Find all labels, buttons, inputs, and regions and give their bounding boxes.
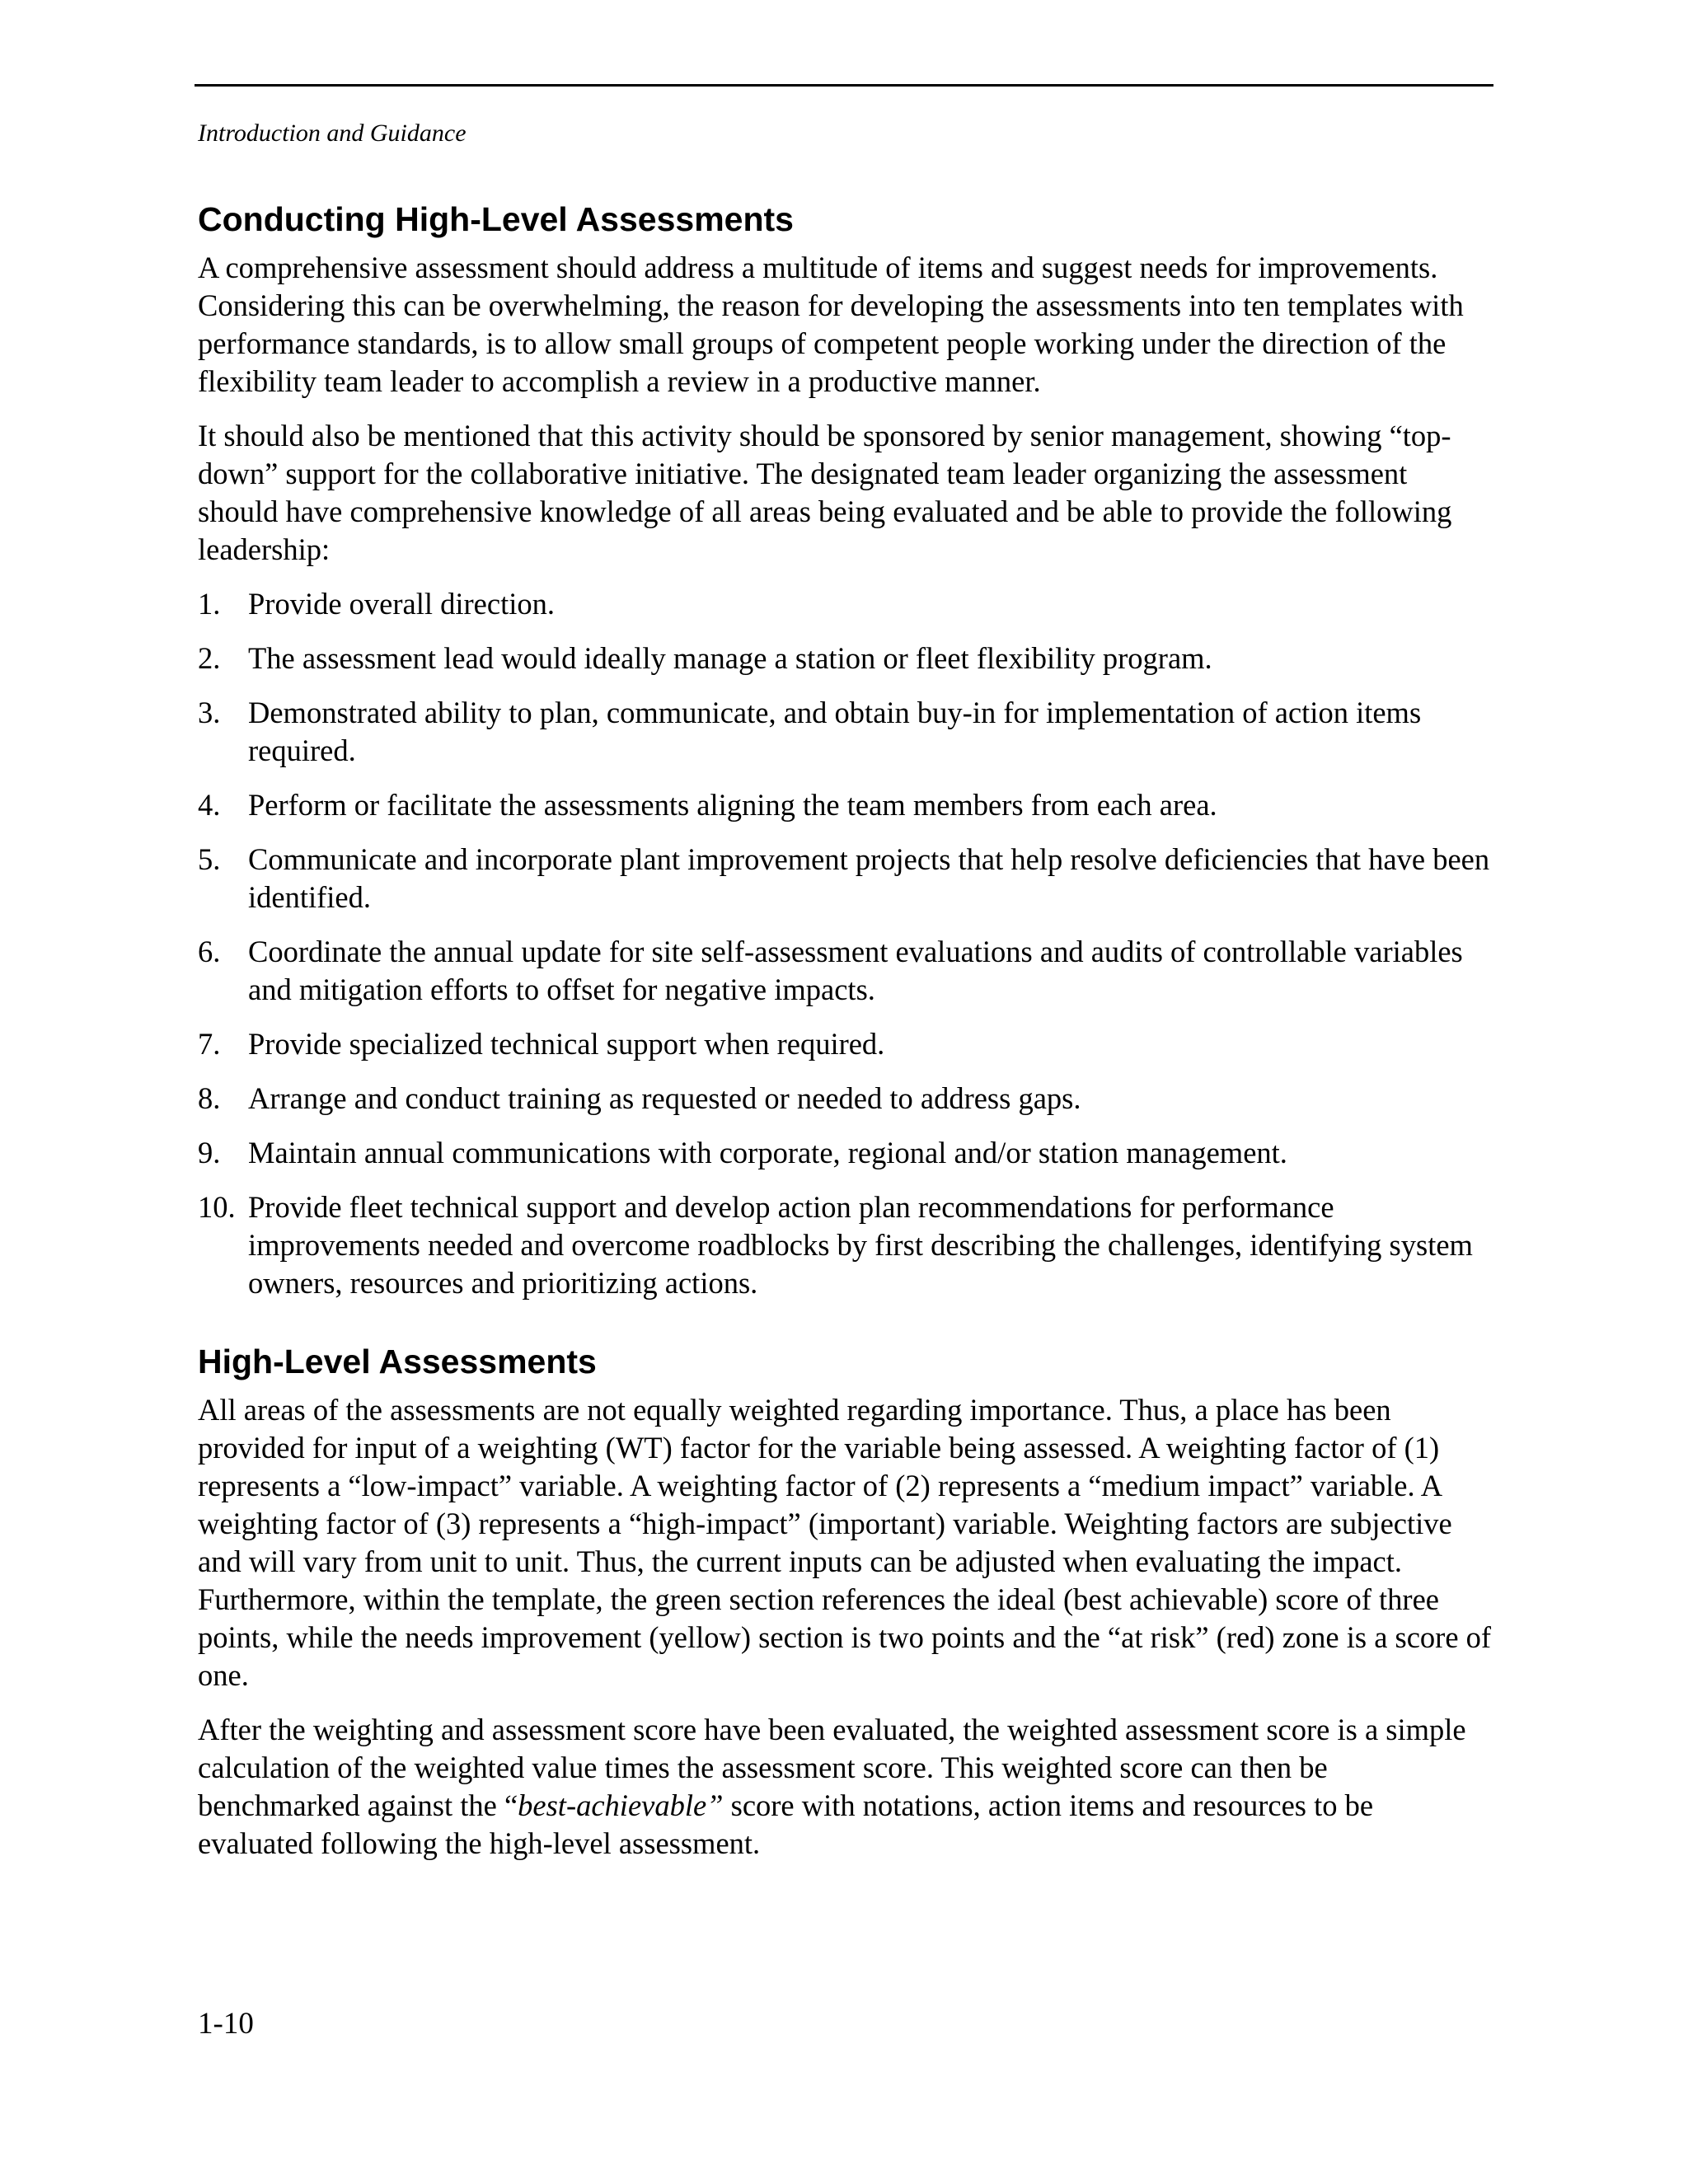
list-item — [198, 694, 1492, 770]
list-item-number: 9. — [198, 1136, 221, 1169]
section-heading-conducting: Conducting High-Level Assessments — [198, 200, 794, 238]
list-item-number: 10. — [198, 1190, 236, 1224]
list-item — [198, 585, 1492, 623]
list-item-number: 4. — [198, 788, 221, 822]
list-item-text: Provide fleet technical support and develop action plan recommendations for performance improvements needed and overcome roadblocks by first describing the challenges, identifying system owners, resources and prioritizing actions. — [248, 1190, 1473, 1300]
paragraph: All areas of the assessments are not equally weighted regarding importance. Thus, a place has been provided for input of a weighting (WT) factor for the variable being assessed. A weighting factor of (1) represents a “low-impact” variable. A weighting factor of (2) represents a “medium impact” variable. A weighting factor of (3) represents a “high-impact” (important) variable. Weighting factors are subjective and will vary from unit to unit. Thus, the current inputs can be adjusted when evaluating the impact. Furthermore, within the template, the green section references the ideal (best achievable) score of three points, while the needs improvement (yellow) section is two points and the “at risk” (red) zone is a score of one. — [198, 1393, 1492, 1692]
list-item — [198, 1134, 1492, 1172]
list-item-text: Provide specialized technical support when required. — [248, 1027, 885, 1061]
list-item-text: Communicate and incorporate plant improvement projects that help resolve deficiencies that have been identified. — [248, 842, 1490, 914]
header-rule — [195, 84, 1493, 87]
list-item-number: 5. — [198, 842, 221, 876]
paragraph: A comprehensive assessment should address a multitude of items and suggest needs for improvements. Considering this can be overwhelming, the reason for developing the assessments into ten templates with performance standards, is to allow small groups of competent people working under the direction of the flexibility team leader to accomplish a review in a productive manner. — [198, 251, 1464, 398]
list-item-text: Perform or facilitate the assessments aligning the team members from each area. — [248, 788, 1217, 822]
list-item — [198, 786, 1492, 824]
paragraph-text: score with notations, action items and resources to be evaluated following the high-level assessment. — [198, 1788, 1374, 1860]
list-item — [198, 1188, 1492, 1302]
paragraph: It should also be mentioned that this activity should be sponsored by senior management, showing “top-down” support for the collaborative initiative. The designated team leader organizing the assessment should have comprehensive knowledge of all areas being evaluated and be able to provide the following leadership: — [198, 419, 1452, 566]
list-item-text: Coordinate the annual update for site self-assessment evaluations and audits of controllable variables and mitigation efforts to offset for negative impacts. — [248, 935, 1463, 1006]
list-item — [198, 933, 1492, 1009]
list-item-number: 6. — [198, 935, 221, 968]
list-item-number: 3. — [198, 696, 221, 729]
list-item-number: 8. — [198, 1081, 221, 1115]
list-item — [198, 1080, 1492, 1118]
list-item — [198, 640, 1492, 677]
page-number: 1-10 — [198, 2007, 254, 2041]
paragraph — [198, 1711, 1492, 1863]
list-item-number: 2. — [198, 641, 221, 675]
list-item — [198, 1025, 1492, 1063]
leadership-list — [198, 585, 1492, 1302]
list-item-text: Maintain annual communications with corporate, regional and/or station management. — [248, 1136, 1287, 1169]
list-item-number: 1. — [198, 587, 221, 621]
list-item-text: Provide overall direction. — [248, 587, 555, 621]
section-heading-high-level: High-Level Assessments — [198, 1343, 597, 1380]
list-item-text: Arrange and conduct training as requested or needed to address gaps. — [248, 1081, 1081, 1115]
page-body — [198, 196, 1492, 1879]
emphasis-text: best-achievable” — [518, 1788, 724, 1822]
list-item-number: 7. — [198, 1027, 221, 1061]
paragraph-text: After the weighting and assessment score have been evaluated, the weighted assessment score is a simple calculation of the weighted value times the assessment score. This weighted score can then be benchmarked against the “ — [198, 1713, 1466, 1822]
list-item-text: The assessment lead would ideally manage a station or fleet flexibility program. — [248, 641, 1212, 675]
list-item-text: Demonstrated ability to plan, communicate, and obtain buy-in for implementation of action items required. — [248, 696, 1422, 767]
list-item — [198, 841, 1492, 916]
running-header: Introduction and Guidance — [198, 120, 467, 147]
